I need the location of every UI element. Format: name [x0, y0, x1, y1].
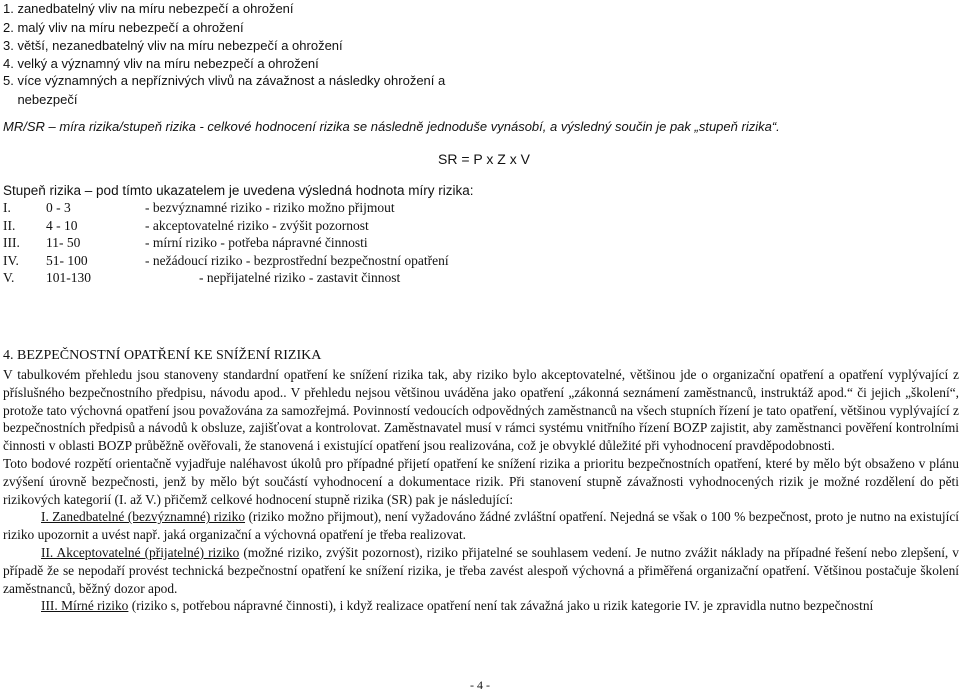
list-item: 1. zanedbatelný vliv na míru nebezpečí a ohrožení: [3, 1, 294, 16]
list-item: 5. více významných a nepříznivých vlivů na závažnost a následky ohrožení a: [3, 73, 446, 88]
category-2-text: (možné riziko, zvýšit pozornost), riziko přijatelné se souhlasem vedení. Je nutno zvážit náklady na případné řešení nebo zlepšení, v případě že se nepodaří provést technická bezpečnostní opatření ke snížení rizika, je třeba zavést alespoň výchovná a přiměřená organizační opatření. Většinou postačuje školení zaměstnanců, běžný dozor apod.: [3, 544, 959, 596]
level-description: - nežádoucí riziko - bezprostřední bezpečnostní opatření: [145, 252, 449, 268]
level-number: I.: [3, 200, 11, 215]
formula: SR = P x Z x V: [438, 151, 530, 167]
mr-definition: MR/SR – míra rizika/stupeň rizika - celkové hodnocení rizika se následně jednoduše vynásobí, a výsledný součin je pak „stupeň rizika“.: [3, 119, 780, 134]
list-item: 3. větší, nezanedbatelný vliv na míru nebezpečí a ohrožení: [3, 38, 343, 53]
category-1-label: I. Zanedbatelné (bezvýznamné) riziko: [41, 509, 246, 525]
level-description: - nepřijatelné riziko - zastavit činnost: [199, 270, 401, 285]
list-item: nebezpečí: [3, 92, 78, 107]
category-2-label: II. Akceptovatelné (přijatelné) riziko: [41, 544, 240, 560]
level-range: 51- 100: [46, 252, 88, 268]
category-3-text: (riziko s, potřebou nápravné činnosti), i když realizace opatření není tak závažná jako u rizik kategorie IV. je zpravidla nutno bezpečnostní: [128, 598, 874, 614]
level-range: 11- 50: [46, 235, 81, 250]
category-1-text: (riziko možno přijmout), není vyžadováno žádné zvláštní opatření. Nejedná se však o 100 % bezpečnost, proto je nutno na existující riziko upozornit a uvést např. jaká organizační a výchovná opatření je třeba realizovat.: [3, 509, 959, 543]
list-item: 4. velký a významný vliv na míru nebezpečí a ohrožení: [3, 56, 319, 71]
level-number: IV.: [3, 252, 19, 268]
body-text: [3, 366, 959, 615]
category-3-paragraph: [3, 597, 959, 615]
paragraph-measures: V tabulkovém přehledu jsou stanoveny standardní opatření ke snížení rizika tak, aby riziko bylo akceptovatelné, většinou jde o organizační opatření a opatření vyplývající z příslušného bezpečnostního předpisu, návodu apod.. V přehledu nejsou většinou uváděna jako opatření „zákonná seznámení zaměstnanců, instruktáž apod.“ či jejich „školení“, protože tato výchovná opatření jsou považována za samozřejmá. Povinností vedoucích odpovědných zaměstnanců na všech stupních řízení je tato opatření, většinou vyplývající z bezpečnostních předpisů a návodů k obsluze, zajišťovat a kontrolovat. Zaměstnavatel musí v rámci systému vnitřního řízení BOZP zajistit, aby zaměstnanci pověření kontrolními činnosti v oblasti BOZP průběžně ověřovali, že stanovená i existující opatření jsou realizována, což je obvyklé důležité při vyhodnocení pravděpodobnosti.: [3, 367, 959, 454]
list-item: 2. malý vliv na míru nebezpečí a ohrožení: [3, 20, 244, 35]
level-number: III.: [3, 235, 20, 250]
paragraph-categories: Toto bodové rozpětí orientačně vyjadřuje naléhavost úkolů pro případné přijetí opatření ke snížení rizika a prioritu bezpečnostních opatření, které by mělo být obsaženo v plánu zvýšení úrovně bezpečnosti, jenž by mělo být součástí vyhodnocení a dokumentace rizik. Při stanovení stupně závažnosti vyhodnocených rizik je možné rozdělení do pěti rizikových kategorií (I. až V.) přičemž celkové hodnocení stupně rizika (SR) pak je následující:: [3, 455, 959, 507]
level-number: V.: [3, 270, 15, 285]
level-range: 4 - 10: [46, 217, 78, 233]
section-heading: 4. BEZPEČNOSTNÍ OPATŘENÍ KE SNÍŽENÍ RIZIKA: [3, 348, 322, 363]
page-number: - 4 -: [470, 678, 490, 692]
level-number: II.: [3, 217, 16, 233]
level-range: 101-130: [46, 270, 91, 285]
level-description: - bezvýznamné riziko - riziko možno přijmout: [145, 200, 395, 215]
level-description: - mírní riziko - potřeba nápravné činnosti: [145, 235, 368, 250]
level-range: 0 - 3: [46, 200, 71, 215]
category-3-label: III. Mírné riziko: [41, 598, 129, 614]
levels-title: Stupeň rizika – pod tímto ukazatelem je uvedena výsledná hodnota míry rizika:: [3, 183, 474, 198]
category-2-paragraph: [3, 544, 959, 597]
category-1-paragraph: [3, 508, 959, 544]
level-description: - akceptovatelné riziko - zvýšit pozornost: [145, 217, 369, 233]
